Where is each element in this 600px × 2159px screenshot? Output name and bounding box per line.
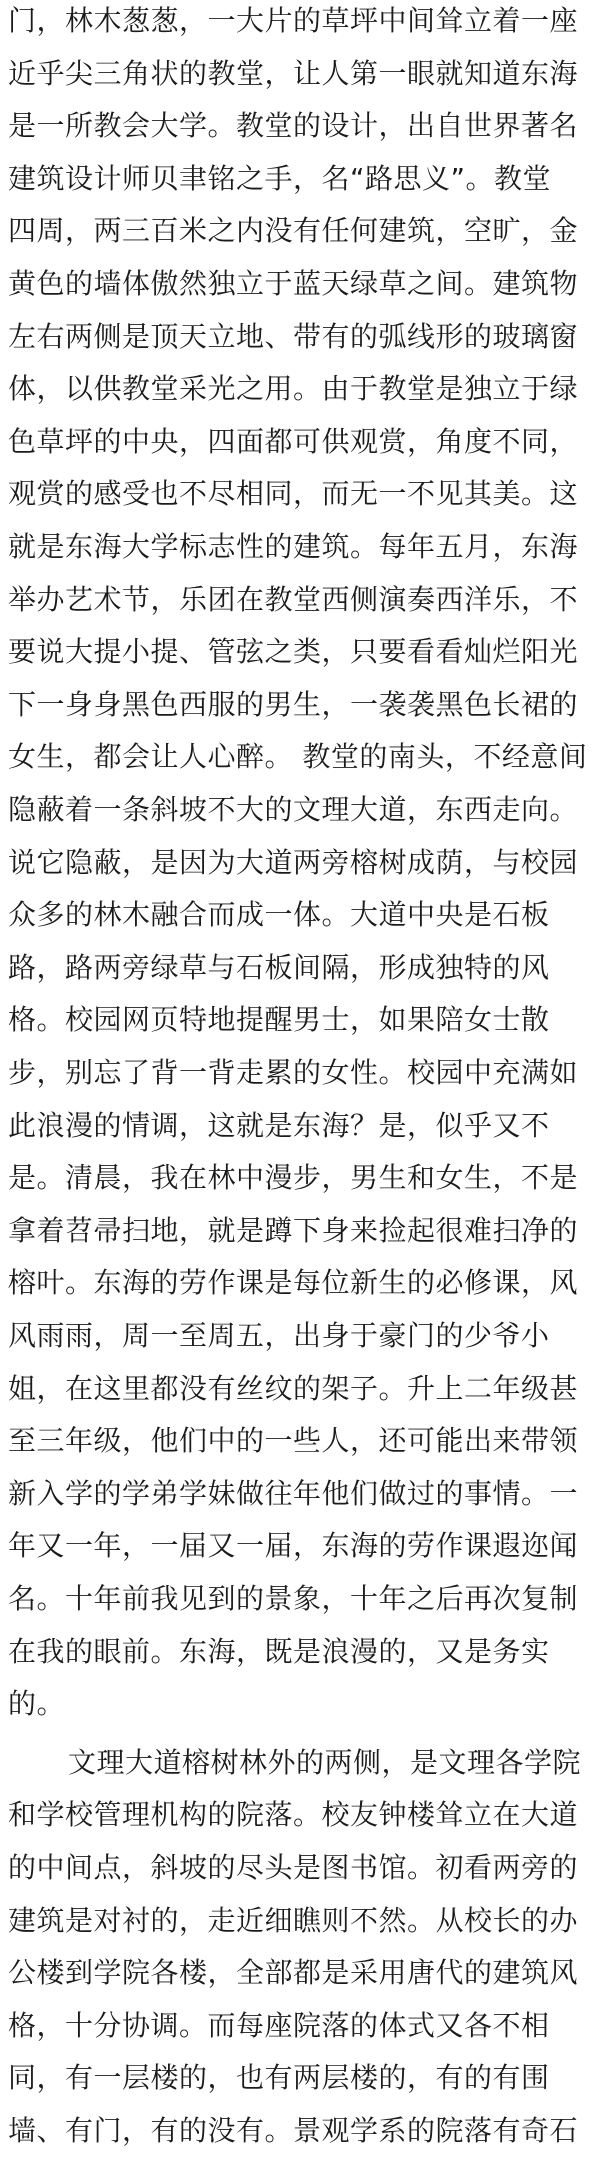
- text-line: 文理大道榕树林外的两侧，是文理各学院: [68, 1745, 582, 1779]
- text-line: 的中间点，斜坡的尽头是图书馆。初看两旁的: [8, 1851, 579, 1884]
- text-line: 色草坪的中央，四面都可供观赏，角度不同，: [8, 424, 579, 458]
- text-line: 榕叶。东海的劳作课是每位新生的必修课，风: [8, 1266, 579, 1300]
- text-line: 举办艺术节，乐团在教堂西侧演奏西洋乐，不: [8, 582, 579, 616]
- text-line: 下一身身黑色西服的男生，一袭袭黑色长裙的: [8, 687, 579, 721]
- text-line: 众多的林木融合而成一体。大道中央是石板: [8, 898, 550, 932]
- text-line: 四周，两三百米之内没有任何建筑，空旷，金: [8, 214, 579, 248]
- text-line: 路，路两旁绿草与石板间隔，形成独特的风: [8, 950, 550, 984]
- text-line: 年又一年，一届又一届，东海的劳作课遐迩闻: [8, 1529, 579, 1563]
- text-line: 女生，都会让人心醉。 教堂的南头，不经意间: [8, 740, 588, 774]
- text-line: 公楼到学院各楼，全部都是采用唐代的建筑风: [8, 1956, 579, 1990]
- text-line: 观赏的感受也不尽相同，而无一不见其美。这: [8, 477, 579, 511]
- text-line: 同，有一层楼的，也有两层楼的，有的有围: [8, 2061, 550, 2095]
- text-line: 拿着苕帚扫地，就是蹲下身来捡起很难扫净的: [8, 1213, 579, 1247]
- text-line: 隐蔽着一条斜坡不大的文理大道，东西走向。: [8, 793, 579, 826]
- text-line: 黄色的墙体傲然独立于蓝天绿草之间。建筑物: [8, 267, 579, 300]
- text-line: 要说大提小提、管弦之类，只要看看灿烂阳光: [8, 635, 579, 669]
- text-line: 至三年级，他们中的一些人，还可能出来带领: [8, 1424, 579, 1458]
- text-line: 新入学的学弟学妹做往年他们做过的事情。一: [8, 1476, 579, 1510]
- text-line: 格，十分协调。而每座院落的体式又各不相: [8, 2008, 550, 2042]
- text-line: 墙、有门，有的没有。景观学系的院落有奇石: [8, 2114, 579, 2147]
- text-line: 姐，在这里都没有丝纹的架子。升上二年级甚: [8, 1371, 579, 1405]
- text-line: 体，以供教堂采光之用。由于教堂是独立于绿: [8, 372, 579, 406]
- text-line: 格。校园网页特地提醒男士，如果陪女士散: [8, 1003, 550, 1037]
- text-line: 是。清晨，我在林中漫步，男生和女生，不是: [8, 1161, 579, 1195]
- text-line: 门，林木葱葱，一大片的草坪中间耸立着一座: [8, 4, 579, 37]
- text-line: 建筑是对衬的，走近细瞧则不然。从校长的办: [8, 1903, 579, 1937]
- text-line: 左右两侧是顶天立地、带有的弧线形的玻璃窗: [8, 319, 579, 353]
- text-line: 建筑设计师贝聿铭之手，名“路思义”。教堂: [8, 161, 552, 195]
- text-line: 风雨雨，周一至周五，出身于豪门的少爷小: [8, 1319, 550, 1352]
- text-line: 在我的眼前。东海，既是浪漫的，又是务实: [8, 1634, 550, 1668]
- text-line: 和学校管理机构的院落。校友钟楼耸立在大道: [8, 1798, 579, 1832]
- text-line: 说它隐蔽，是因为大道两旁榕树成荫，与校园: [8, 845, 579, 879]
- text-line: 此浪漫的情调，这就是东海？是，似乎又不: [8, 1108, 550, 1142]
- text-line: 是一所教会大学。教堂的设计，出自世界著名: [8, 109, 579, 143]
- text-line: 就是东海大学标志性的建筑。每年五月，东海: [8, 530, 579, 563]
- text-line: 近乎尖三角状的教堂，让人第一眼就知道东海: [8, 56, 579, 90]
- text-line: 的。: [8, 1687, 66, 1721]
- text-line: 步，别忘了背一背走累的女性。校园中充满如: [8, 1056, 579, 1089]
- text-line: 名。十年前我见到的景象，十年之后再次复制: [8, 1582, 579, 1615]
